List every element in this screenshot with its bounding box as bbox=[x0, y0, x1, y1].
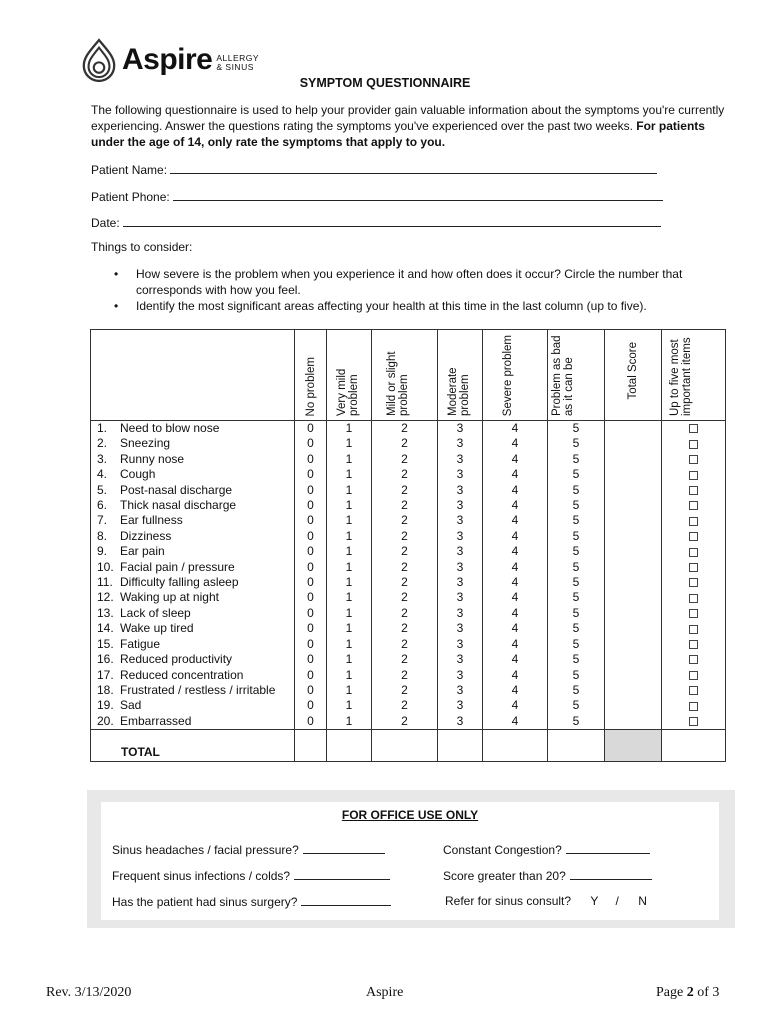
score-option[interactable]: 1 bbox=[327, 467, 372, 482]
office-q-congestion[interactable]: Constant Congestion? bbox=[443, 842, 650, 857]
refer-yes[interactable]: Y bbox=[590, 894, 599, 908]
symptom-label: 12. Waking up at night bbox=[91, 590, 295, 605]
table-row bbox=[91, 683, 726, 698]
score-option[interactable]: 1 bbox=[327, 683, 372, 698]
checkbox-icon[interactable] bbox=[689, 640, 698, 649]
score-option[interactable]: 4 bbox=[483, 467, 548, 482]
important-item-checkbox[interactable] bbox=[662, 606, 726, 621]
checkbox-icon[interactable] bbox=[689, 440, 698, 449]
total-cell[interactable] bbox=[483, 730, 548, 762]
score-option[interactable]: 0 bbox=[295, 421, 327, 437]
score-option[interactable]: 0 bbox=[295, 575, 327, 590]
total-score-cell[interactable] bbox=[605, 637, 662, 652]
score-option[interactable]: 3 bbox=[438, 513, 483, 528]
important-item-checkbox[interactable] bbox=[662, 436, 726, 451]
important-item-checkbox[interactable] bbox=[662, 560, 726, 575]
score-option[interactable]: 0 bbox=[295, 714, 327, 730]
date-field[interactable]: Date: bbox=[91, 214, 661, 230]
important-item-checkbox[interactable] bbox=[662, 683, 726, 698]
important-item-checkbox[interactable] bbox=[662, 498, 726, 513]
important-item-checkbox[interactable] bbox=[662, 621, 726, 636]
score-option[interactable]: 4 bbox=[483, 606, 548, 621]
score-option[interactable]: 2 bbox=[372, 637, 438, 652]
score-option[interactable]: 5 bbox=[548, 560, 605, 575]
score-option[interactable]: 4 bbox=[483, 590, 548, 605]
important-item-checkbox[interactable] bbox=[662, 467, 726, 482]
office-use-box bbox=[87, 790, 735, 928]
score-option[interactable]: 5 bbox=[548, 513, 605, 528]
symptom-label: 14. Wake up tired bbox=[91, 621, 295, 636]
score-option[interactable]: 3 bbox=[438, 483, 483, 498]
total-cell[interactable] bbox=[327, 730, 372, 762]
page-title: SYMPTOM QUESTIONNAIRE bbox=[299, 76, 471, 90]
important-item-checkbox[interactable] bbox=[662, 575, 726, 590]
total-score-cell[interactable] bbox=[605, 590, 662, 605]
score-option[interactable]: 0 bbox=[295, 529, 327, 544]
total-score-cell[interactable] bbox=[605, 529, 662, 544]
important-item-checkbox[interactable] bbox=[662, 513, 726, 528]
score-option[interactable]: 5 bbox=[548, 698, 605, 713]
score-option[interactable]: 4 bbox=[483, 575, 548, 590]
symptom-label: 11. Difficulty falling asleep bbox=[91, 575, 295, 590]
score-option[interactable]: 0 bbox=[295, 452, 327, 467]
header-blank bbox=[91, 330, 295, 421]
symptom-label: 17. Reduced concentration bbox=[91, 668, 295, 683]
total-cell[interactable] bbox=[295, 730, 327, 762]
symptom-label: 20. Embarrassed bbox=[91, 714, 295, 730]
office-q-surgery[interactable]: Has the patient had sinus surgery? bbox=[112, 894, 391, 909]
brand-name: Aspire bbox=[122, 43, 213, 76]
score-option[interactable]: 0 bbox=[295, 483, 327, 498]
total-score-cell[interactable] bbox=[605, 436, 662, 451]
score-option[interactable]: 3 bbox=[438, 575, 483, 590]
total-cell[interactable] bbox=[372, 730, 438, 762]
score-option[interactable]: 0 bbox=[295, 513, 327, 528]
table-row bbox=[91, 637, 726, 652]
score-option[interactable]: 4 bbox=[483, 436, 548, 451]
total-shaded-cell bbox=[605, 730, 662, 762]
score-option[interactable]: 2 bbox=[372, 452, 438, 467]
score-option[interactable]: 2 bbox=[372, 590, 438, 605]
score-option[interactable]: 2 bbox=[372, 529, 438, 544]
score-option[interactable]: 5 bbox=[548, 621, 605, 636]
important-item-checkbox[interactable] bbox=[662, 544, 726, 559]
score-option[interactable]: 5 bbox=[548, 498, 605, 513]
score-option[interactable]: 3 bbox=[438, 560, 483, 575]
checkbox-icon[interactable] bbox=[689, 532, 698, 541]
score-option[interactable]: 5 bbox=[548, 606, 605, 621]
score-option[interactable]: 1 bbox=[327, 652, 372, 667]
score-option[interactable]: 3 bbox=[438, 652, 483, 667]
score-option[interactable]: 2 bbox=[372, 683, 438, 698]
symptom-label: 6. Thick nasal discharge bbox=[91, 498, 295, 513]
score-option[interactable]: 2 bbox=[372, 698, 438, 713]
important-item-checkbox[interactable] bbox=[662, 668, 726, 683]
checkbox-icon[interactable] bbox=[689, 702, 698, 711]
important-item-checkbox[interactable] bbox=[662, 698, 726, 713]
brand-subtitle: ALLERGY & SINUS bbox=[216, 53, 260, 72]
checkbox-icon[interactable] bbox=[689, 471, 698, 480]
office-title: FOR OFFICE USE ONLY bbox=[341, 808, 479, 822]
total-score-cell[interactable] bbox=[605, 452, 662, 467]
score-option[interactable]: 3 bbox=[438, 529, 483, 544]
total-score-cell[interactable] bbox=[605, 560, 662, 575]
score-option[interactable]: 2 bbox=[372, 714, 438, 730]
score-option[interactable]: 4 bbox=[483, 421, 548, 437]
header-worst: Problem as bad as it can be bbox=[548, 330, 605, 421]
score-option[interactable]: 5 bbox=[548, 421, 605, 437]
score-option[interactable]: 4 bbox=[483, 544, 548, 559]
total-score-cell[interactable] bbox=[605, 498, 662, 513]
score-option[interactable]: 2 bbox=[372, 421, 438, 437]
important-item-checkbox[interactable] bbox=[662, 452, 726, 467]
table-row bbox=[91, 560, 726, 575]
score-option[interactable]: 2 bbox=[372, 621, 438, 636]
footer-page: Page 2 of 3 bbox=[656, 985, 720, 1000]
important-item-checkbox[interactable] bbox=[662, 483, 726, 498]
score-option[interactable]: 3 bbox=[438, 452, 483, 467]
symptom-label: 16. Reduced productivity bbox=[91, 652, 295, 667]
checkbox-icon[interactable] bbox=[689, 517, 698, 526]
score-option[interactable]: 1 bbox=[327, 452, 372, 467]
score-option[interactable]: 3 bbox=[438, 467, 483, 482]
header-mild: Mild or slight problem bbox=[372, 330, 438, 421]
score-option[interactable]: 1 bbox=[327, 498, 372, 513]
total-score-cell[interactable] bbox=[605, 467, 662, 482]
header-very-mild: Very mild problem bbox=[327, 330, 372, 421]
checkbox-icon[interactable] bbox=[689, 671, 698, 680]
header-total-score: Total Score bbox=[605, 330, 662, 421]
score-option[interactable]: 4 bbox=[483, 498, 548, 513]
score-option[interactable]: 4 bbox=[483, 714, 548, 730]
score-option[interactable]: 0 bbox=[295, 560, 327, 575]
score-option[interactable]: 2 bbox=[372, 436, 438, 451]
total-cell[interactable] bbox=[438, 730, 483, 762]
score-option[interactable]: 0 bbox=[295, 621, 327, 636]
score-option[interactable]: 5 bbox=[548, 467, 605, 482]
total-score-cell[interactable] bbox=[605, 668, 662, 683]
table-row bbox=[91, 698, 726, 713]
score-option[interactable]: 1 bbox=[327, 621, 372, 636]
checkbox-icon[interactable] bbox=[689, 594, 698, 603]
checkbox-icon[interactable] bbox=[689, 686, 698, 695]
table-row bbox=[91, 483, 726, 498]
score-option[interactable]: 0 bbox=[295, 606, 327, 621]
score-option[interactable]: 5 bbox=[548, 652, 605, 667]
total-score-cell[interactable] bbox=[605, 544, 662, 559]
score-option[interactable]: 0 bbox=[295, 498, 327, 513]
score-option[interactable]: 3 bbox=[438, 698, 483, 713]
score-option[interactable]: 0 bbox=[295, 544, 327, 559]
score-option[interactable]: 4 bbox=[483, 668, 548, 683]
score-option[interactable]: 0 bbox=[295, 436, 327, 451]
checkbox-icon[interactable] bbox=[689, 609, 698, 618]
intro-bold-note: For patients under the age of 14, only rate the symptoms that apply to you. bbox=[91, 119, 705, 149]
table-row bbox=[91, 436, 726, 451]
score-option[interactable]: 2 bbox=[372, 467, 438, 482]
symptom-table bbox=[90, 329, 726, 762]
score-option[interactable]: 4 bbox=[483, 637, 548, 652]
total-score-cell[interactable] bbox=[605, 606, 662, 621]
important-item-checkbox[interactable] bbox=[662, 652, 726, 667]
table-row bbox=[91, 621, 726, 636]
table-row bbox=[91, 575, 726, 590]
score-option[interactable]: 1 bbox=[327, 698, 372, 713]
score-option[interactable]: 0 bbox=[295, 683, 327, 698]
score-option[interactable]: 1 bbox=[327, 575, 372, 590]
table-row bbox=[91, 421, 726, 437]
refer-no[interactable]: N bbox=[638, 894, 647, 908]
table-row bbox=[91, 498, 726, 513]
patient-name-field[interactable]: Patient Name: bbox=[91, 161, 657, 177]
score-option[interactable]: 2 bbox=[372, 483, 438, 498]
table-row bbox=[91, 590, 726, 605]
score-option[interactable]: 3 bbox=[438, 621, 483, 636]
footer-revision: Rev. 3/13/2020 bbox=[46, 985, 132, 1000]
checkbox-icon[interactable] bbox=[689, 717, 698, 726]
score-option[interactable]: 1 bbox=[327, 637, 372, 652]
score-option[interactable]: 3 bbox=[438, 668, 483, 683]
score-option[interactable]: 5 bbox=[548, 714, 605, 730]
score-option[interactable]: 5 bbox=[548, 529, 605, 544]
symptom-label: 13. Lack of sleep bbox=[91, 606, 295, 621]
total-score-cell[interactable] bbox=[605, 421, 662, 437]
table-row bbox=[91, 668, 726, 683]
score-option[interactable]: 2 bbox=[372, 560, 438, 575]
list-item: • How severe is the problem when you experience it and how often does it occur? Circle the number that corresponds with how you feel. bbox=[110, 266, 730, 298]
score-option[interactable]: 1 bbox=[327, 483, 372, 498]
total-score-cell[interactable] bbox=[605, 714, 662, 730]
score-option[interactable]: 2 bbox=[372, 544, 438, 559]
checkbox-icon[interactable] bbox=[689, 455, 698, 464]
office-q-infections[interactable]: Frequent sinus infections / colds? bbox=[112, 868, 390, 883]
patient-phone-field[interactable]: Patient Phone: bbox=[91, 188, 663, 204]
header-important-items: Up to five most important items bbox=[662, 330, 726, 421]
table-row bbox=[91, 529, 726, 544]
total-score-cell[interactable] bbox=[605, 575, 662, 590]
score-option[interactable]: 1 bbox=[327, 421, 372, 437]
symptom-label: 2. Sneezing bbox=[91, 436, 295, 451]
total-score-cell[interactable] bbox=[605, 483, 662, 498]
score-option[interactable]: 2 bbox=[372, 668, 438, 683]
important-item-checkbox[interactable] bbox=[662, 714, 726, 730]
symptom-label: 3. Runny nose bbox=[91, 452, 295, 467]
refer-slash: / bbox=[615, 894, 619, 908]
score-option[interactable]: 4 bbox=[483, 652, 548, 667]
score-option[interactable]: 4 bbox=[483, 698, 548, 713]
score-option[interactable]: 5 bbox=[548, 544, 605, 559]
symptom-label: 9. Ear pain bbox=[91, 544, 295, 559]
checkbox-icon[interactable] bbox=[689, 548, 698, 557]
score-option[interactable]: 2 bbox=[372, 575, 438, 590]
important-item-checkbox[interactable] bbox=[662, 421, 726, 437]
checkbox-icon[interactable] bbox=[689, 486, 698, 495]
symptom-label: 4. Cough bbox=[91, 467, 295, 482]
score-option[interactable]: 1 bbox=[327, 590, 372, 605]
total-score-cell[interactable] bbox=[605, 698, 662, 713]
total-score-cell[interactable] bbox=[605, 683, 662, 698]
score-option[interactable]: 3 bbox=[438, 714, 483, 730]
table-row bbox=[91, 452, 726, 467]
total-score-cell[interactable] bbox=[605, 621, 662, 636]
score-option[interactable]: 4 bbox=[483, 452, 548, 467]
header-no-problem: No problem bbox=[295, 330, 327, 421]
score-option[interactable]: 1 bbox=[327, 606, 372, 621]
score-option[interactable]: 2 bbox=[372, 652, 438, 667]
score-option[interactable]: 5 bbox=[548, 590, 605, 605]
score-option[interactable]: 3 bbox=[438, 421, 483, 437]
checkbox-icon[interactable] bbox=[689, 563, 698, 572]
office-q-refer: Refer for sinus consult? Y / N bbox=[445, 894, 647, 908]
symptom-label: 18. Frustrated / restless / irritable bbox=[91, 683, 295, 698]
score-option[interactable]: 3 bbox=[438, 637, 483, 652]
table-row bbox=[91, 544, 726, 559]
table-row bbox=[91, 513, 726, 528]
score-option[interactable]: 1 bbox=[327, 668, 372, 683]
score-option[interactable]: 4 bbox=[483, 513, 548, 528]
checkbox-icon[interactable] bbox=[689, 655, 698, 664]
score-option[interactable]: 4 bbox=[483, 683, 548, 698]
score-option[interactable]: 2 bbox=[372, 498, 438, 513]
table-row bbox=[91, 606, 726, 621]
score-option[interactable]: 3 bbox=[438, 683, 483, 698]
office-q-sinus-headaches[interactable]: Sinus headaches / facial pressure? bbox=[112, 842, 385, 857]
things-to-consider-label: Things to consider: bbox=[91, 240, 193, 254]
symptom-label: 15. Fatigue bbox=[91, 637, 295, 652]
score-option[interactable]: 0 bbox=[295, 668, 327, 683]
important-item-checkbox[interactable] bbox=[662, 637, 726, 652]
office-q-score[interactable]: Score greater than 20? bbox=[443, 868, 652, 883]
score-option[interactable]: 1 bbox=[327, 436, 372, 451]
score-option[interactable]: 5 bbox=[548, 436, 605, 451]
score-option[interactable]: 4 bbox=[483, 621, 548, 636]
symptom-label: 7. Ear fullness bbox=[91, 513, 295, 528]
symptom-label: 19. Sad bbox=[91, 698, 295, 713]
table-row bbox=[91, 714, 726, 730]
score-option[interactable]: 0 bbox=[295, 637, 327, 652]
header-moderate: Moderate problem bbox=[438, 330, 483, 421]
header-severe: Severe problem bbox=[483, 330, 548, 421]
important-item-checkbox[interactable] bbox=[662, 590, 726, 605]
table-row bbox=[91, 652, 726, 667]
symptom-label: 1. Need to blow nose bbox=[91, 421, 295, 437]
score-option[interactable]: 5 bbox=[548, 452, 605, 467]
total-cell[interactable] bbox=[548, 730, 605, 762]
score-option[interactable]: 5 bbox=[548, 575, 605, 590]
checkbox-icon[interactable] bbox=[689, 578, 698, 587]
score-option[interactable]: 3 bbox=[438, 498, 483, 513]
checkbox-icon[interactable] bbox=[689, 625, 698, 634]
checkbox-icon[interactable] bbox=[689, 501, 698, 510]
score-option[interactable]: 3 bbox=[438, 590, 483, 605]
score-option[interactable]: 2 bbox=[372, 513, 438, 528]
total-label: TOTAL bbox=[91, 730, 295, 762]
symptom-label: 5. Post-nasal discharge bbox=[91, 483, 295, 498]
important-item-checkbox[interactable] bbox=[662, 529, 726, 544]
score-option[interactable]: 0 bbox=[295, 652, 327, 667]
score-option[interactable]: 0 bbox=[295, 467, 327, 482]
score-option[interactable]: 5 bbox=[548, 683, 605, 698]
score-option[interactable]: 3 bbox=[438, 544, 483, 559]
total-score-cell[interactable] bbox=[605, 652, 662, 667]
score-option[interactable]: 1 bbox=[327, 560, 372, 575]
symptom-label: 8. Dizziness bbox=[91, 529, 295, 544]
score-option[interactable]: 0 bbox=[295, 698, 327, 713]
list-item: • Identify the most significant areas affecting your health at this time in the last column (up to five). bbox=[110, 298, 730, 314]
score-option[interactable]: 2 bbox=[372, 606, 438, 621]
footer-center: Aspire bbox=[366, 985, 404, 1000]
score-option[interactable]: 5 bbox=[548, 637, 605, 652]
checkbox-icon[interactable] bbox=[689, 424, 698, 433]
score-option[interactable]: 3 bbox=[438, 606, 483, 621]
intro-paragraph: The following questionnaire is used to help your provider gain valuable information about the symptoms you're currently experiencing. Answer the questions rating the symptoms you've experienced over the past two weeks. For patients under the age of 14, only rate the symptoms that apply to you. bbox=[91, 103, 725, 149]
score-option[interactable]: 4 bbox=[483, 529, 548, 544]
score-option[interactable]: 4 bbox=[483, 483, 548, 498]
score-option[interactable]: 4 bbox=[483, 560, 548, 575]
score-option[interactable]: 1 bbox=[327, 714, 372, 730]
total-cell[interactable] bbox=[662, 730, 726, 762]
consider-list bbox=[110, 266, 730, 314]
table-row bbox=[91, 467, 726, 482]
score-option[interactable]: 5 bbox=[548, 483, 605, 498]
score-option[interactable]: 1 bbox=[327, 544, 372, 559]
score-option[interactable]: 1 bbox=[327, 513, 372, 528]
symptom-label: 10. Facial pain / pressure bbox=[91, 560, 295, 575]
score-option[interactable]: 5 bbox=[548, 668, 605, 683]
score-option[interactable]: 1 bbox=[327, 529, 372, 544]
score-option[interactable]: 3 bbox=[438, 436, 483, 451]
total-score-cell[interactable] bbox=[605, 513, 662, 528]
score-option[interactable]: 0 bbox=[295, 590, 327, 605]
